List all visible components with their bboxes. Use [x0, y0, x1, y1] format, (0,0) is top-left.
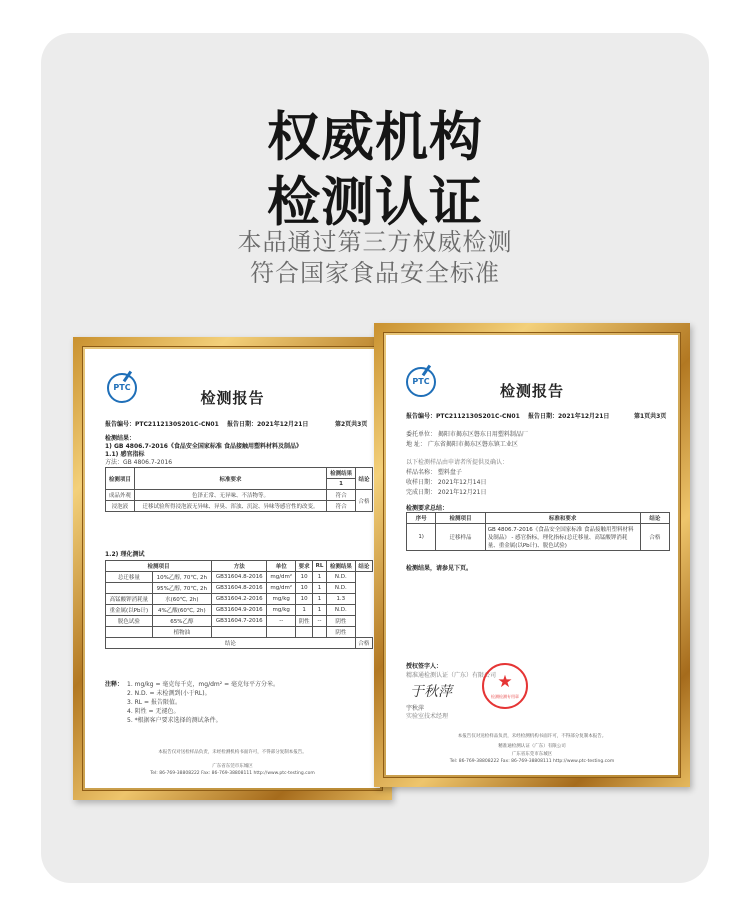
- physchem-label: 1.2) 理化测试: [105, 551, 145, 558]
- table-cell: 1: [313, 594, 327, 605]
- table-cell: N.D.: [326, 572, 355, 583]
- col-header: 检测结果: [326, 561, 355, 572]
- table-cell: 符合: [327, 501, 356, 512]
- table-row: [106, 594, 373, 605]
- table-cell: 浸泡液: [106, 501, 135, 512]
- subtitle-line2: 符合国家食品安全标准: [250, 259, 500, 287]
- table-cell: 迁移试验所得浸泡液无异味、异臭、浑浊、沉淀、异味等感官性的改变。: [134, 501, 327, 512]
- certificate-frame-right: [374, 323, 690, 787]
- address-line: 地 址： 广东省揭阳市揭东区磐东镇工业区: [406, 441, 518, 448]
- report-date: 报告日期：2021年12月21日: [528, 413, 610, 420]
- table-cell: 阴性: [326, 627, 355, 638]
- col-header: RL: [313, 561, 327, 572]
- table-cell: [296, 627, 313, 638]
- table-cell: 成品外观: [106, 490, 135, 501]
- col-header: 检测项目: [106, 561, 212, 572]
- footer-line: 本报告仅对送检样品负责，未经检测机构书面许可，不得部分复制本报告。: [457, 734, 607, 739]
- col-header: 序号: [407, 513, 436, 524]
- col-header: 检测项目: [436, 513, 485, 524]
- official-stamp-icon: [482, 663, 528, 709]
- stamp-text: 检测检测专用章: [491, 694, 519, 699]
- table-cell: 合格: [355, 490, 372, 512]
- ptc-logo-icon: PTC: [107, 373, 137, 403]
- table-cell: 1): [407, 524, 436, 551]
- stamp-star-icon: ★: [497, 672, 513, 692]
- table-cell: 65%乙醇: [152, 616, 211, 627]
- sensory-label: 1.1) 感官指标: [105, 451, 145, 458]
- table-cell: 迁移样品: [436, 524, 485, 551]
- sensory-table: [105, 467, 373, 512]
- certificate-frame-left: [73, 337, 392, 800]
- note-item: 3. RL = 报告限值。: [127, 699, 181, 706]
- summary-table: [406, 512, 670, 551]
- footer-line: 广东省东莞市东城区: [511, 752, 553, 757]
- table-cell: GB 4806.7-2016《食品安全国家标准 食品接触用塑料材料及制品》 - 感官指标，理化指标(总迁移量、高锰酸钾消耗量、重金属(以Pb计)、脱色试验): [485, 524, 640, 551]
- table-cell: 高锰酸钾消耗量: [106, 594, 153, 605]
- table-cell: GB31604.8-2016: [212, 583, 267, 594]
- report-title: 检测报告: [499, 382, 564, 400]
- table-cell: [212, 627, 267, 638]
- col-header: 结论: [640, 513, 669, 524]
- table-cell: 水(60℃, 2h): [152, 594, 211, 605]
- table-cell: 1: [296, 605, 313, 616]
- table-cell: 10: [296, 572, 313, 583]
- table-cell: 1.3: [326, 594, 355, 605]
- table-cell: 4%乙酸(60℃, 2h): [152, 605, 211, 616]
- table-cell: 10: [296, 583, 313, 594]
- note-item: 4. 阴性 = 无褪色。: [127, 708, 180, 715]
- table-cell: mg/kg: [267, 605, 296, 616]
- col-header: 结论: [355, 561, 372, 572]
- sample-name: 样品名称： 塑料盘子: [406, 469, 462, 476]
- table-cell: [313, 627, 327, 638]
- col-header: 检测结果: [327, 468, 356, 479]
- col-header: 单位: [267, 561, 296, 572]
- page-title-line1: 权威机构: [267, 107, 483, 168]
- table-cell: mg/kg: [267, 594, 296, 605]
- received-date: 收样日期： 2021年12月14日: [406, 479, 487, 486]
- table-cell: --: [267, 616, 296, 627]
- table-cell: mg/dm²: [267, 583, 296, 594]
- sample-intro: 以下检测样品由申请者所提供及确认：: [406, 459, 509, 466]
- table-cell: 10: [296, 594, 313, 605]
- report-date: 报告日期：2021年12月21日: [227, 421, 309, 428]
- table-cell: GB31604.9-2016: [212, 605, 267, 616]
- table-cell: GB31604.2-2016: [212, 594, 267, 605]
- result-heading: 检测结果：: [105, 435, 136, 442]
- table-row: [106, 605, 373, 616]
- page-title-line2: 检测认证: [267, 172, 483, 233]
- table-cell: 合格: [355, 638, 372, 649]
- signer-heading: 授权签字人：: [406, 663, 443, 670]
- table-cell: GB31604.7-2016: [212, 616, 267, 627]
- certificate-page-1: [386, 335, 678, 775]
- notes-label: 注释：: [105, 681, 124, 688]
- col-header: 结论: [355, 468, 372, 490]
- report-number: 报告编号：PTC2112130S201C-CN01: [105, 421, 219, 428]
- table-row: [106, 572, 373, 583]
- table-cell: 植物油: [152, 627, 211, 638]
- table-cell: 阴性: [326, 616, 355, 627]
- col-header: 检测项目: [106, 468, 135, 490]
- table-row: [407, 524, 670, 551]
- footer-line: Tel: 86-769-38808222 Fax: 86-769-38808111 http://www.ptc-testing.com: [449, 759, 615, 764]
- physchem-table-body: [106, 572, 373, 649]
- table-cell: 1: [313, 583, 327, 594]
- table-cell: N.D.: [326, 583, 355, 594]
- table-cell: [106, 627, 153, 638]
- physchem-table: [105, 560, 373, 649]
- table-cell: N.D.: [326, 605, 355, 616]
- applicant-line: 委托单位： 揭阳市揭东区磐东日用塑料制品厂: [406, 431, 528, 438]
- col-header: 要求: [296, 561, 313, 572]
- report-title: 检测报告: [200, 389, 265, 407]
- standard-line: 1) GB 4806.7-2016《食品安全国家标准 食品接触用塑料材料及制品》: [105, 443, 303, 450]
- table-cell: mg/dm²: [267, 572, 296, 583]
- note-item: 2. N.D. = 未检测到(小于RL)。: [127, 690, 211, 697]
- table-cell: --: [313, 616, 327, 627]
- table-row: [106, 627, 373, 638]
- note-item: 1. mg/kg = 毫克每千克，mg/dm² = 毫克每平方分米。: [127, 681, 280, 688]
- table-cell: 结论: [106, 638, 356, 649]
- col-subheader: 1: [327, 479, 356, 490]
- table-cell: [267, 627, 296, 638]
- certificate-page-2: [85, 349, 380, 788]
- table-cell: 色泽正常、无异味、不洁物等。: [134, 490, 327, 501]
- footer-line: 广东省东莞市东城区: [212, 764, 253, 769]
- table-cell: 总迁移量: [106, 572, 153, 583]
- ptc-logo-icon: PTC: [406, 367, 436, 397]
- signer-title: 实验室技术经理: [406, 713, 449, 720]
- table-row: [106, 638, 373, 649]
- page-number: 第1页共3页: [634, 413, 667, 420]
- report-number: 报告编号：PTC2112130S201C-CN01: [406, 413, 520, 420]
- table-cell: [106, 583, 153, 594]
- table-row: [106, 501, 373, 512]
- table-cell: 符合: [327, 490, 356, 501]
- signer-name: 宇秋萍: [406, 705, 425, 712]
- signer-org: 精准通检测认证（广东）有限公司: [406, 672, 497, 679]
- subtitle-line1: 本品通过第三方权威检测: [237, 228, 513, 256]
- table-cell: 1: [313, 605, 327, 616]
- footer-line: Tel: 86-769-38808222 Fax: 86-769-38808111 http://www.ptc-testing.com: [150, 771, 315, 776]
- table-row: [106, 490, 373, 501]
- table-cell: GB31604.8-2016: [212, 572, 267, 583]
- note-item: 5. *根据客户要求选择的测试条件。: [127, 717, 222, 724]
- table-row: [106, 616, 373, 627]
- table-cell: 10%乙醇, 70℃, 2h: [152, 572, 211, 583]
- col-header: 方法: [212, 561, 267, 572]
- table-row: [106, 583, 373, 594]
- table-cell: 阴性: [296, 616, 313, 627]
- col-header: 标准要求: [134, 468, 327, 490]
- footer-line: 精准通检测认证（广东）有限公司: [498, 744, 566, 749]
- completed-date: 完成日期： 2021年12月21日: [406, 489, 487, 496]
- table-cell: 脱色试验: [106, 616, 153, 627]
- signature: 于秋萍: [410, 684, 452, 700]
- more-note: 检测结果，请参见下页。: [406, 565, 473, 572]
- table-cell: 合格: [640, 524, 669, 551]
- table-cell: 1: [313, 572, 327, 583]
- page-number: 第2页共3页: [335, 421, 368, 428]
- col-header: 标准和要求: [485, 513, 640, 524]
- table-cell: 95%乙醇, 70℃, 2h: [152, 583, 211, 594]
- method-line: 方法：GB 4806.7-2016: [105, 459, 173, 466]
- summary-heading: 检测要求总结：: [406, 505, 449, 512]
- table-cell: 重金属(以Pb计): [106, 605, 153, 616]
- footer-line: 本报告仅对送检样品负责，未经检测机构书面许可，不得部分复制本报告。: [158, 750, 307, 755]
